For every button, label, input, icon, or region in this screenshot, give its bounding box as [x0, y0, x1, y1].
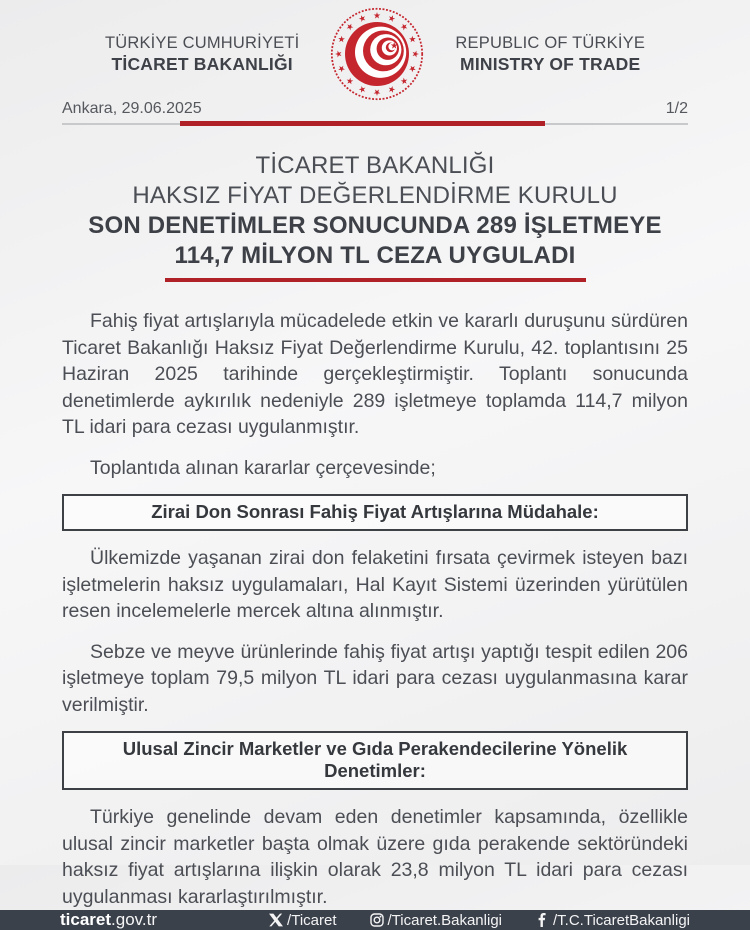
title-line4: 114,7 MİLYON TL CEZA UYGULADI	[174, 242, 576, 269]
instagram-icon	[370, 913, 384, 927]
paragraph-intro: Fahiş fiyat artışlarıyla mücadelede etkin ve kararlı duruşunu sürdüren Ticaret Bakanlığı Haksız Fiyat Değerlendirme Kurulu, 42. toplantısını 25 Haziran 2025 tarihinde gerçekleştirmiştir. Toplantı sonucunda denetimlerde aykırılık nedeniyle 289 işletmeye toplamda 114,7 milyon TL idari para cezası uygulanmıştır.	[62, 310, 688, 438]
page-title	[62, 151, 688, 271]
org-tr-line1: TÜRKİYE CUMHURİYETİ	[104, 34, 300, 52]
social-links	[269, 912, 690, 929]
paragraph-zirai-don-2: Sebze ve meyve ürünlerinde fahiş fiyat artışı yaptığı tespit edilen 206 işletmeye toplam 79,5 milyon TL idari para cezası uygulanmasına karar verilmiştir.	[62, 640, 688, 716]
org-en-line1: REPUBLIC OF TÜRKİYE	[455, 34, 646, 52]
masthead	[62, 0, 688, 100]
org-name-english	[455, 33, 645, 75]
x-icon	[269, 913, 283, 927]
website-rest-part: .gov.tr	[111, 910, 158, 929]
dateline: Ankara, 29.06.2025	[62, 100, 202, 117]
title-line2: HAKSIZ FİYAT DEĞERLENDİRME KURULU	[132, 182, 618, 209]
website-link[interactable]	[60, 910, 157, 930]
x-handle: /Ticaret	[287, 911, 337, 929]
header-rule-red-accent	[180, 121, 545, 126]
section-heading-zirai-don: Zirai Don Sonrası Fahiş Fiyat Artışlarına Müdahale:	[62, 494, 688, 531]
dateline-row	[62, 100, 688, 118]
title-underline	[165, 278, 586, 282]
section-heading-zincir-marketler: Ulusal Zincir Marketler ve Gıda Perakendecilerine Yönelik Denetimler:	[62, 731, 688, 790]
footer-bar	[0, 910, 750, 930]
org-tr-line2: TİCARET BAKANLIĞI	[111, 54, 293, 74]
header-rule	[62, 121, 688, 126]
facebook-handle: /T.C.TicaretBakanligi	[553, 911, 690, 929]
org-name-turkish	[105, 33, 299, 75]
paragraph-decisions-lead: Toplantıda alınan kararlar çerçevesinde;	[90, 456, 436, 479]
title-line1: TİCARET BAKANLIĞI	[255, 152, 495, 179]
title-line3: SON DENETİMLER SONUCUNDA 289 İŞLETMEYE	[88, 212, 662, 239]
facebook-link[interactable]	[535, 912, 690, 929]
facebook-icon	[535, 913, 549, 927]
instagram-handle: /Ticaret.Bakanligi	[387, 911, 502, 929]
website-bold-part: ticaret	[60, 910, 112, 929]
paragraph-zirai-don-1: Ülkemizde yaşanan zirai don felaketini fırsata çevirmek isteyen bazı işletmelerin haksız uygulamaları, Hal Kayıt Sistemi üzerinden yürütülen resen incelemelerle mercek altına alınmıştır.	[62, 547, 688, 622]
x-twitter-link[interactable]	[269, 912, 336, 929]
instagram-link[interactable]	[370, 912, 503, 929]
page-indicator: 1/2	[665, 100, 688, 117]
ministry-of-trade-emblem-icon	[329, 6, 425, 102]
org-en-line2: MINISTRY OF TRADE	[460, 54, 641, 74]
paragraph-zincir-marketler: Türkiye genelinde devam eden denetimler kapsamında, özellikle ulusal zincir marketler başta olmak üzere gıda perakende sektöründeki haksız fiyat artışlarına ilişkin olarak 23,8 milyon TL idari para cezası uygulanması kararlaştırılmıştır.	[62, 806, 688, 908]
